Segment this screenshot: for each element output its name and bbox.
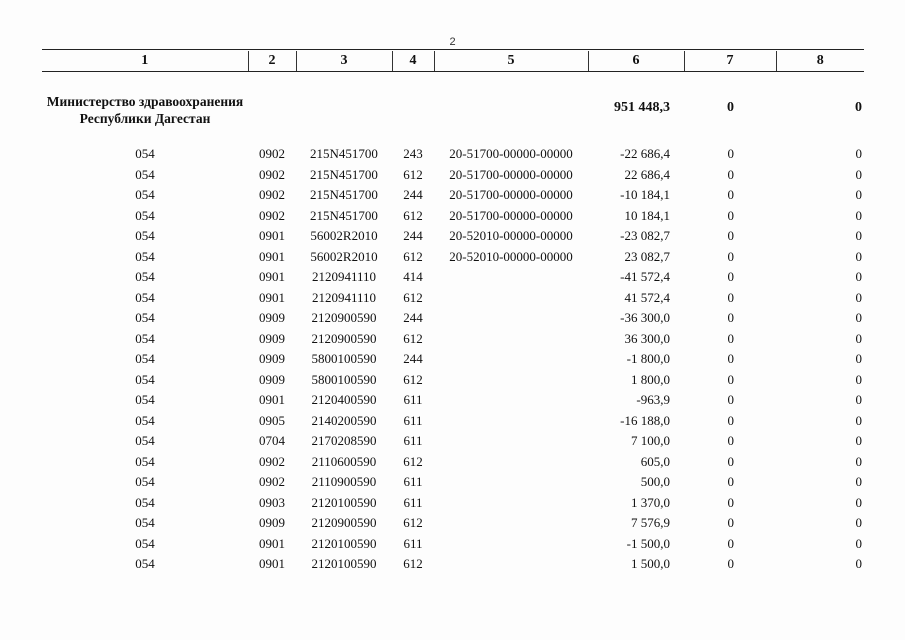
expense-type-code: 611 (403, 535, 423, 551)
target-article-code: 2120100590 (311, 494, 377, 510)
column-7-value: 0 (727, 207, 734, 223)
admin-code: 054 (135, 474, 155, 490)
admin-code: 054 (135, 515, 155, 531)
ministry-total: 951 448,3 (614, 100, 670, 115)
column-8-value: 0 (855, 494, 862, 510)
table-row (42, 472, 864, 493)
purpose-code (434, 452, 588, 473)
amount: 1 800,0 (631, 371, 670, 387)
purpose-code (434, 431, 588, 452)
column-8-value: 0 (855, 310, 862, 326)
amount: -22 686,4 (620, 146, 670, 162)
target-article-code: 215N451700 (310, 146, 378, 162)
column-7-value: 0 (727, 187, 734, 203)
target-article-code: 2120900590 (311, 310, 377, 326)
column-8-value: 0 (855, 371, 862, 387)
amount: 10 184,1 (624, 207, 670, 223)
amount: -16 188,0 (620, 412, 670, 428)
column-7-value: 0 (727, 310, 734, 326)
section-code: 0909 (259, 351, 285, 367)
expense-type-code: 612 (403, 515, 423, 531)
expense-type-code: 244 (403, 187, 423, 203)
table-row (42, 288, 864, 309)
expense-type-code: 244 (403, 310, 423, 326)
table-row (42, 513, 864, 534)
purpose-code (434, 513, 588, 534)
expense-type-code: 243 (403, 146, 423, 162)
purpose-code (434, 288, 588, 309)
purpose-code (434, 411, 588, 432)
column-7-value: 0 (727, 494, 734, 510)
amount: 1 500,0 (631, 556, 670, 572)
column-7-value: 0 (727, 146, 734, 162)
admin-code: 054 (135, 453, 155, 469)
ministry-name: Министерство здравоохранения Республики Дагестан (46, 94, 244, 126)
expense-type-code: 244 (403, 228, 423, 244)
admin-code: 054 (135, 412, 155, 428)
admin-code: 054 (135, 166, 155, 182)
amount: 605,0 (640, 453, 670, 469)
target-article-code: 2120900590 (311, 515, 377, 531)
admin-code: 054 (135, 351, 155, 367)
column-8-value: 0 (855, 556, 862, 572)
section-code: 0909 (259, 371, 285, 387)
column-header: 8 (776, 51, 864, 72)
amount: 1 370,0 (631, 494, 670, 510)
admin-code: 054 (135, 433, 155, 449)
purpose-code (434, 493, 588, 514)
admin-code: 054 (135, 187, 155, 203)
column-7-value: 0 (727, 248, 734, 264)
target-article-code: 2120941110 (311, 269, 377, 285)
target-article-code: 2110600590 (311, 453, 377, 469)
expense-type-code: 244 (403, 351, 423, 367)
section-code: 0901 (259, 228, 285, 244)
admin-code: 054 (135, 228, 155, 244)
purpose-code: 20-51700-00000-00000 (449, 146, 573, 162)
expense-type-code: 611 (403, 392, 423, 408)
table-row (42, 390, 864, 411)
column-8-value: 0 (855, 474, 862, 490)
target-article-code: 2110900590 (311, 474, 377, 490)
admin-code: 054 (135, 207, 155, 223)
column-header: 7 (684, 51, 776, 72)
section-code: 0901 (259, 269, 285, 285)
amount: 23 082,7 (624, 248, 670, 264)
purpose-code (434, 349, 588, 370)
table-row (42, 452, 864, 473)
column-7-value: 0 (727, 474, 734, 490)
column-8-value: 0 (855, 207, 862, 223)
target-article-code: 2120941110 (311, 289, 377, 305)
purpose-code (434, 370, 588, 391)
purpose-code (434, 554, 588, 575)
table-row (42, 493, 864, 514)
amount: -41 572,4 (620, 269, 670, 285)
admin-code: 054 (135, 269, 155, 285)
amount: 7 576,9 (631, 515, 670, 531)
expense-type-code: 612 (403, 371, 423, 387)
purpose-code: 20-52010-00000-00000 (449, 228, 573, 244)
admin-code: 054 (135, 371, 155, 387)
amount: 41 572,4 (624, 289, 670, 305)
table-row (42, 185, 864, 206)
section-code: 0902 (259, 453, 285, 469)
purpose-code (434, 390, 588, 411)
table-row (42, 411, 864, 432)
column-7-value: 0 (727, 351, 734, 367)
admin-code: 054 (135, 556, 155, 572)
admin-code: 054 (135, 310, 155, 326)
column-7-value: 0 (727, 453, 734, 469)
purpose-code: 20-51700-00000-00000 (449, 187, 573, 203)
amount: -1 500,0 (626, 535, 670, 551)
amount: 7 100,0 (631, 433, 670, 449)
expense-type-code: 611 (403, 412, 423, 428)
section-code: 0902 (259, 207, 285, 223)
target-article-code: 2120900590 (311, 330, 377, 346)
column-7-value: 0 (727, 535, 734, 551)
column-8-value: 0 (855, 433, 862, 449)
table-row (42, 554, 864, 575)
column-header: 1 (42, 51, 248, 72)
target-article-code: 2120100590 (311, 535, 377, 551)
amount: -1 800,0 (626, 351, 670, 367)
column-header: 3 (296, 51, 392, 72)
section-code: 0909 (259, 310, 285, 326)
purpose-code (434, 534, 588, 555)
expense-type-code: 611 (403, 494, 423, 510)
purpose-code: 20-51700-00000-00000 (449, 166, 573, 182)
column-7-value: 0 (727, 166, 734, 182)
amount: 22 686,4 (624, 166, 670, 182)
section-code: 0901 (259, 535, 285, 551)
table-row (42, 308, 864, 329)
column-8-value: 0 (855, 289, 862, 305)
purpose-code (434, 472, 588, 493)
column-8-value: 0 (855, 392, 862, 408)
column-7-value: 0 (727, 433, 734, 449)
column-8-value: 0 (855, 330, 862, 346)
column-8-value: 0 (855, 453, 862, 469)
column-header: 6 (588, 51, 684, 72)
target-article-code: 215N451700 (310, 207, 378, 223)
column-8-value: 0 (855, 351, 862, 367)
column-7-value: 0 (727, 228, 734, 244)
amount: 36 300,0 (624, 330, 670, 346)
expense-type-code: 414 (403, 269, 423, 285)
column-8-value: 0 (855, 166, 862, 182)
budget-table (42, 51, 864, 575)
admin-code: 054 (135, 494, 155, 510)
table-row (42, 247, 864, 268)
admin-code: 054 (135, 392, 155, 408)
table-top-rule (42, 49, 864, 50)
expense-type-code: 612 (403, 453, 423, 469)
section-code: 0909 (259, 515, 285, 531)
column-8-value: 0 (855, 412, 862, 428)
expense-type-code: 612 (403, 556, 423, 572)
target-article-code: 56002R2010 (310, 228, 378, 244)
column-7-value: 0 (727, 289, 734, 305)
target-article-code: 2120100590 (311, 556, 377, 572)
column-7-value: 0 (727, 392, 734, 408)
section-code: 0902 (259, 146, 285, 162)
table-row (42, 267, 864, 288)
table-row (42, 329, 864, 350)
section-code: 0909 (259, 330, 285, 346)
purpose-code (434, 308, 588, 329)
ministry-col8: 0 (855, 100, 862, 115)
target-article-code: 215N451700 (310, 187, 378, 203)
column-7-value: 0 (727, 330, 734, 346)
section-code: 0902 (259, 166, 285, 182)
section-code: 0901 (259, 289, 285, 305)
expense-type-code: 611 (403, 474, 423, 490)
expense-type-code: 612 (403, 207, 423, 223)
admin-code: 054 (135, 146, 155, 162)
target-article-code: 2140200590 (311, 412, 377, 428)
table-row (42, 534, 864, 555)
column-8-value: 0 (855, 248, 862, 264)
column-7-value: 0 (727, 269, 734, 285)
column-8-value: 0 (855, 187, 862, 203)
expense-type-code: 611 (403, 433, 423, 449)
section-code: 0902 (259, 187, 285, 203)
table-row (42, 370, 864, 391)
column-7-value: 0 (727, 371, 734, 387)
column-8-value: 0 (855, 269, 862, 285)
amount: -23 082,7 (620, 228, 670, 244)
target-article-code: 2170208590 (311, 433, 377, 449)
amount: -10 184,1 (620, 187, 670, 203)
column-8-value: 0 (855, 535, 862, 551)
column-7-value: 0 (727, 412, 734, 428)
admin-code: 054 (135, 330, 155, 346)
page-number: 2 (449, 36, 456, 48)
purpose-code: 20-52010-00000-00000 (449, 248, 573, 264)
table-row (42, 206, 864, 227)
table-row (42, 431, 864, 452)
target-article-code: 215N451700 (310, 166, 378, 182)
section-code: 0903 (259, 494, 285, 510)
admin-code: 054 (135, 248, 155, 264)
table-row (42, 349, 864, 370)
amount: 500,0 (640, 474, 670, 490)
table-row (42, 165, 864, 186)
purpose-code (434, 329, 588, 350)
section-code: 0901 (259, 556, 285, 572)
table-row (42, 144, 864, 165)
expense-type-code: 612 (403, 166, 423, 182)
amount: -36 300,0 (620, 310, 670, 326)
column-header: 2 (248, 51, 296, 72)
column-number-row (42, 51, 864, 72)
column-7-value: 0 (727, 515, 734, 531)
column-8-value: 0 (855, 515, 862, 531)
column-header: 5 (434, 51, 588, 72)
ministry-row (42, 72, 864, 145)
column-7-value: 0 (727, 556, 734, 572)
admin-code: 054 (135, 289, 155, 305)
expense-type-code: 612 (403, 289, 423, 305)
section-code: 0901 (259, 248, 285, 264)
purpose-code (434, 267, 588, 288)
target-article-code: 5800100590 (311, 351, 377, 367)
amount: -963,9 (636, 392, 670, 408)
column-8-value: 0 (855, 146, 862, 162)
table-row (42, 226, 864, 247)
section-code: 0905 (259, 412, 285, 428)
column-8-value: 0 (855, 228, 862, 244)
section-code: 0902 (259, 474, 285, 490)
section-code: 0901 (259, 392, 285, 408)
expense-type-code: 612 (403, 248, 423, 264)
target-article-code: 2120400590 (311, 392, 377, 408)
section-code: 0704 (259, 433, 285, 449)
ministry-col7: 0 (727, 100, 734, 115)
admin-code: 054 (135, 535, 155, 551)
expense-type-code: 612 (403, 330, 423, 346)
purpose-code: 20-51700-00000-00000 (449, 207, 573, 223)
target-article-code: 56002R2010 (310, 248, 378, 264)
target-article-code: 5800100590 (311, 371, 377, 387)
column-header: 4 (392, 51, 434, 72)
